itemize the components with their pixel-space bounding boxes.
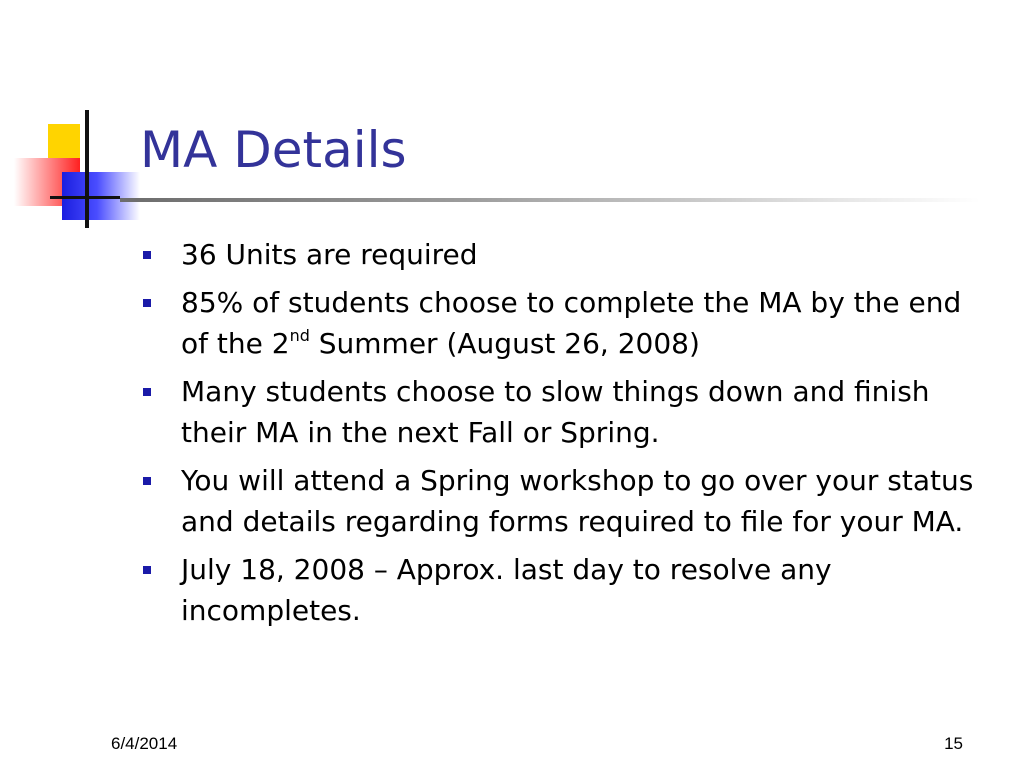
square-bullet-icon <box>143 566 151 574</box>
bullet-item <box>181 549 996 631</box>
bullet-text: 36 Units are required <box>181 238 478 271</box>
title-divider <box>120 198 980 202</box>
bullet-list <box>181 234 996 638</box>
logo-horizontal-line <box>50 196 120 199</box>
square-bullet-icon <box>143 299 151 307</box>
bullet-item <box>181 460 996 542</box>
bullet-text-part: Summer (August 26, 2008) <box>309 327 700 360</box>
bullet-item <box>181 234 996 275</box>
square-bullet-icon <box>143 477 151 485</box>
bullet-superscript: nd <box>289 326 310 345</box>
footer-date: 6/4/2014 <box>111 734 178 753</box>
logo-vertical-line <box>85 110 89 228</box>
cross-squares-logo-icon <box>0 0 150 240</box>
bullet-text-part: 85% of students choose to complete the MA by the end of the 2 <box>181 286 962 360</box>
square-bullet-icon <box>143 388 151 396</box>
bullet-item <box>181 282 996 364</box>
square-bullet-icon <box>143 251 151 259</box>
bullet-text: July 18, 2008 – Approx. last day to resolve any incompletes. <box>181 553 832 627</box>
bullet-text: You will attend a Spring workshop to go over your status and details regarding forms required to file for your MA. <box>181 464 974 538</box>
page-number: 15 <box>944 734 963 753</box>
bullet-item <box>181 371 996 453</box>
slide-title: MA Details <box>140 121 407 179</box>
bullet-text: Many students choose to slow things down and finish their MA in the next Fall or Spring. <box>181 375 930 449</box>
